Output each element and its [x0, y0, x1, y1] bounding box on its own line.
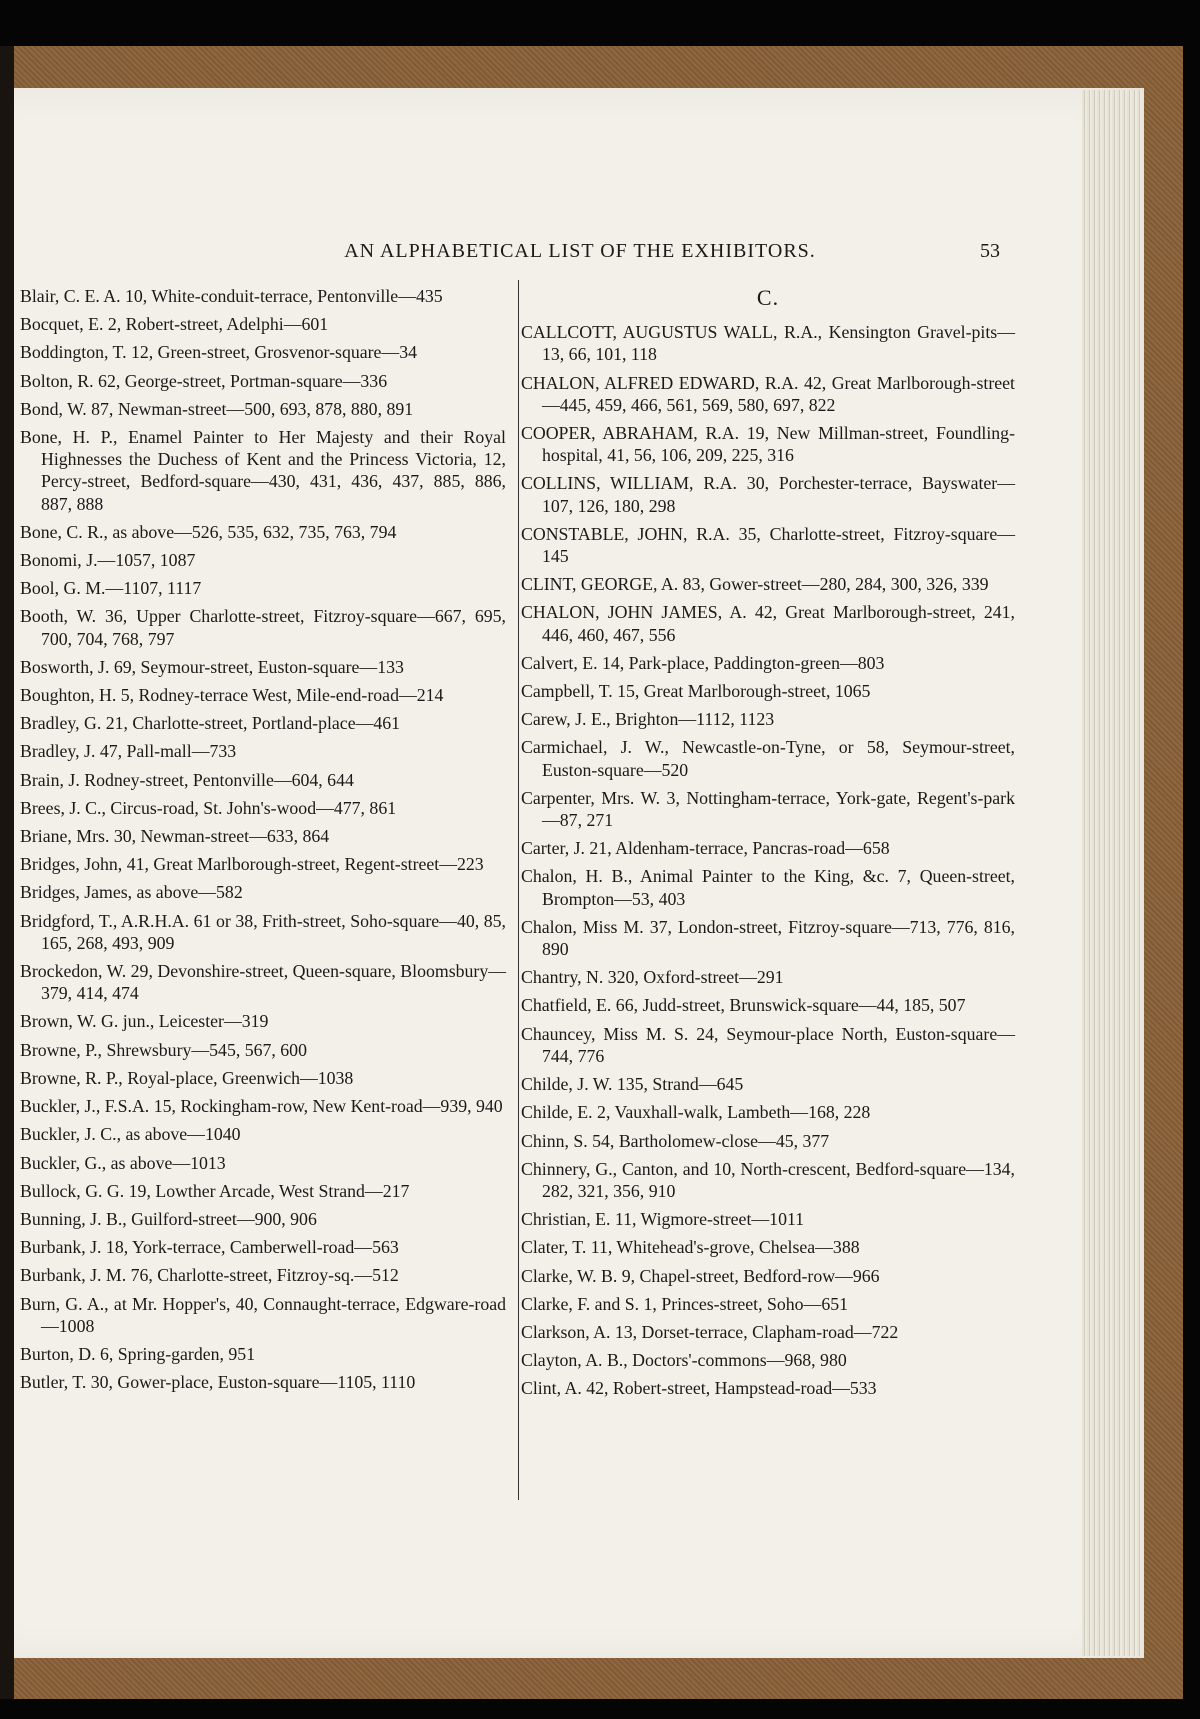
list-item: Brockedon, W. 29, Devonshire-street, Queen-square, Bloomsbury—379, 414, 474 [20, 961, 506, 1004]
list-item: Bosworth, J. 69, Seymour-street, Euston-square—133 [20, 656, 404, 677]
list-item: Clater, T. 11, Whitehead's-grove, Chelsea—388 [521, 1237, 860, 1258]
list-item: Bullock, G. G. 19, Lowther Arcade, West Strand—217 [20, 1180, 410, 1201]
list-item: CHALON, JOHN JAMES, A. 42, Great Marlborough-street, 241, 446, 460, 467, 556 [521, 602, 1015, 645]
list-item: Brain, J. Rodney-street, Pentonville—604, 644 [20, 769, 354, 790]
list-item: Chinn, S. 54, Bartholomew-close—45, 377 [521, 1130, 830, 1151]
list-item: Carew, J. E., Brighton—1112, 1123 [521, 709, 775, 730]
list-item: Brown, W. G. jun., Leicester—319 [20, 1011, 269, 1032]
list-item: Burn, G. A., at Mr. Hopper's, 40, Connaught-terrace, Edgware-road—1008 [20, 1293, 506, 1336]
list-item: CONSTABLE, JOHN, R.A. 35, Charlotte-street, Fitzroy-square—145 [521, 523, 1015, 567]
list-item: Bridgford, T., A.R.H.A. 61 or 38, Frith-street, Soho-square—40, 85, 165, 268, 493, 909 [20, 910, 506, 953]
list-item: Clarke, W. B. 9, Chapel-street, Bedford-row—966 [521, 1265, 880, 1286]
left-column [20, 285, 506, 1399]
list-item: Bond, W. 87, Newman-street—500, 693, 878, 880, 891 [20, 398, 414, 419]
list-item: COOPER, ABRAHAM, R.A. 19, New Millman-street, Foundling-hospital, 41, 56, 106, 209, 225, 316 [521, 423, 1015, 466]
list-item: Childe, J. W. 135, Strand—645 [521, 1074, 744, 1095]
list-item: Christian, E. 11, Wigmore-street—1011 [521, 1209, 805, 1230]
section-heading: C. [756, 285, 780, 310]
list-item: Chatfield, E. 66, Judd-street, Brunswick-square—44, 185, 507 [521, 995, 966, 1016]
list-item: Burbank, J. 18, York-terrace, Camberwell-road—563 [20, 1237, 399, 1258]
list-item: Boddington, T. 12, Green-street, Grosvenor-square—34 [20, 342, 417, 363]
list-item: Booth, W. 36, Upper Charlotte-street, Fitzroy-square—667, 695, 700, 704, 768, 797 [20, 606, 506, 649]
list-item: Brees, J. C., Circus-road, St. John's-wood—477, 861 [20, 797, 397, 818]
list-item: Clint, A. 42, Robert-street, Hampstead-road—533 [521, 1378, 877, 1399]
list-item: Clayton, A. B., Doctors'-commons—968, 980 [521, 1350, 847, 1371]
list-item: Browne, P., Shrewsbury—545, 567, 600 [20, 1039, 307, 1060]
list-item: Briane, Mrs. 30, Newman-street—633, 864 [20, 826, 330, 847]
list-item: Bolton, R. 62, George-street, Portman-square—336 [20, 370, 388, 391]
list-item: Blair, C. E. A. 10, White-conduit-terrace, Pentonville—435 [20, 286, 443, 306]
list-item: Boughton, H. 5, Rodney-terrace West, Mile-end-road—214 [20, 685, 444, 706]
list-item: Clarke, F. and S. 1, Princes-street, Soho—651 [521, 1293, 848, 1314]
list-item: Burton, D. 6, Spring-garden, 951 [20, 1343, 256, 1364]
list-item: Carter, J. 21, Aldenham-terrace, Pancras-road—658 [521, 838, 890, 859]
list-item: CLINT, GEORGE, A. 83, Gower-street—280, 284, 300, 326, 339 [521, 574, 989, 595]
list-item: Campbell, T. 15, Great Marlborough-street, 1065 [521, 681, 871, 702]
list-item: Bradley, G. 21, Charlotte-street, Portland-place—461 [20, 713, 401, 734]
list-item: Browne, R. P., Royal-place, Greenwich—1038 [20, 1067, 354, 1088]
page-number: 53 [980, 240, 1000, 262]
list-item: Chalon, Miss M. 37, London-street, Fitzroy-square—713, 776, 816, 890 [521, 916, 1015, 960]
column-divider [518, 280, 519, 1500]
list-item: Childe, E. 2, Vauxhall-walk, Lambeth—168, 228 [521, 1102, 871, 1123]
list-item: Bridges, James, as above—582 [20, 882, 243, 903]
list-item: Bradley, J. 47, Pall-mall—733 [20, 741, 237, 762]
list-item: Chauncey, Miss M. S. 24, Seymour-place North, Euston-square—744, 776 [521, 1023, 1015, 1066]
list-item: Bonomi, J.—1057, 1087 [20, 550, 196, 571]
list-item: CHALON, ALFRED EDWARD, R.A. 42, Great Marlborough-street—445, 459, 466, 561, 569, 580, 697, 822 [521, 372, 1015, 415]
list-item: Chantry, N. 320, Oxford-street—291 [521, 967, 784, 988]
list-item: Carpenter, Mrs. W. 3, Nottingham-terrace, York-gate, Regent's-park—87, 271 [521, 787, 1015, 831]
list-item: CALLCOTT, AUGUSTUS WALL, R.A., Kensington Gravel-pits—13, 66, 101, 118 [521, 322, 1015, 365]
page-title: AN ALPHABETICAL LIST OF THE EXHIBITORS. [344, 240, 816, 262]
list-item: Bunning, J. B., Guilford-street—900, 906 [20, 1208, 317, 1229]
list-item: Calvert, E. 14, Park-place, Paddington-green—803 [521, 652, 885, 673]
list-item: Bool, G. M.—1107, 1117 [20, 578, 202, 599]
list-item: Carmichael, J. W., Newcastle-on-Tyne, or 58, Seymour-street, Euston-square—520 [521, 737, 1015, 780]
list-item: Bone, C. R., as above—526, 535, 632, 735, 763, 794 [20, 521, 397, 542]
list-item: COLLINS, WILLIAM, R.A. 30, Porchester-terrace, Bayswater—107, 126, 180, 298 [521, 473, 1015, 516]
list-item: Bridges, John, 41, Great Marlborough-street, Regent-street—223 [20, 854, 484, 875]
list-item: Buckler, G., as above—1013 [20, 1152, 226, 1173]
book-spine [0, 46, 14, 1699]
list-item: Buckler, J. C., as above—1040 [20, 1124, 241, 1145]
page-edges [1082, 90, 1142, 1656]
list-item: Chalon, H. B., Animal Painter to the King, &c. 7, Queen-street, Brompton—53, 403 [521, 866, 1015, 909]
list-item: Butler, T. 30, Gower-place, Euston-square—1105, 1110 [20, 1372, 416, 1393]
list-item: Buckler, J., F.S.A. 15, Rockingham-row, New Kent-road—939, 940 [20, 1096, 503, 1117]
list-item: Chinnery, G., Canton, and 10, North-crescent, Bedford-square—134, 282, 321, 356, 910 [521, 1158, 1015, 1201]
list-item: Clarkson, A. 13, Dorset-terrace, Clapham-road—722 [521, 1321, 899, 1342]
list-item: Burbank, J. M. 76, Charlotte-street, Fitzroy-sq.—512 [20, 1265, 399, 1286]
right-column [521, 285, 1015, 1406]
list-item: Bocquet, E. 2, Robert-street, Adelphi—601 [20, 314, 329, 335]
list-item: Bone, H. P., Enamel Painter to Her Majesty and their Royal Highnesses the Duchess of Kent and the Princess Victoria, 12, Percy-street, Bedford-square—430, 431, 436, 437, 885, 886, 887, 888 [20, 427, 506, 514]
